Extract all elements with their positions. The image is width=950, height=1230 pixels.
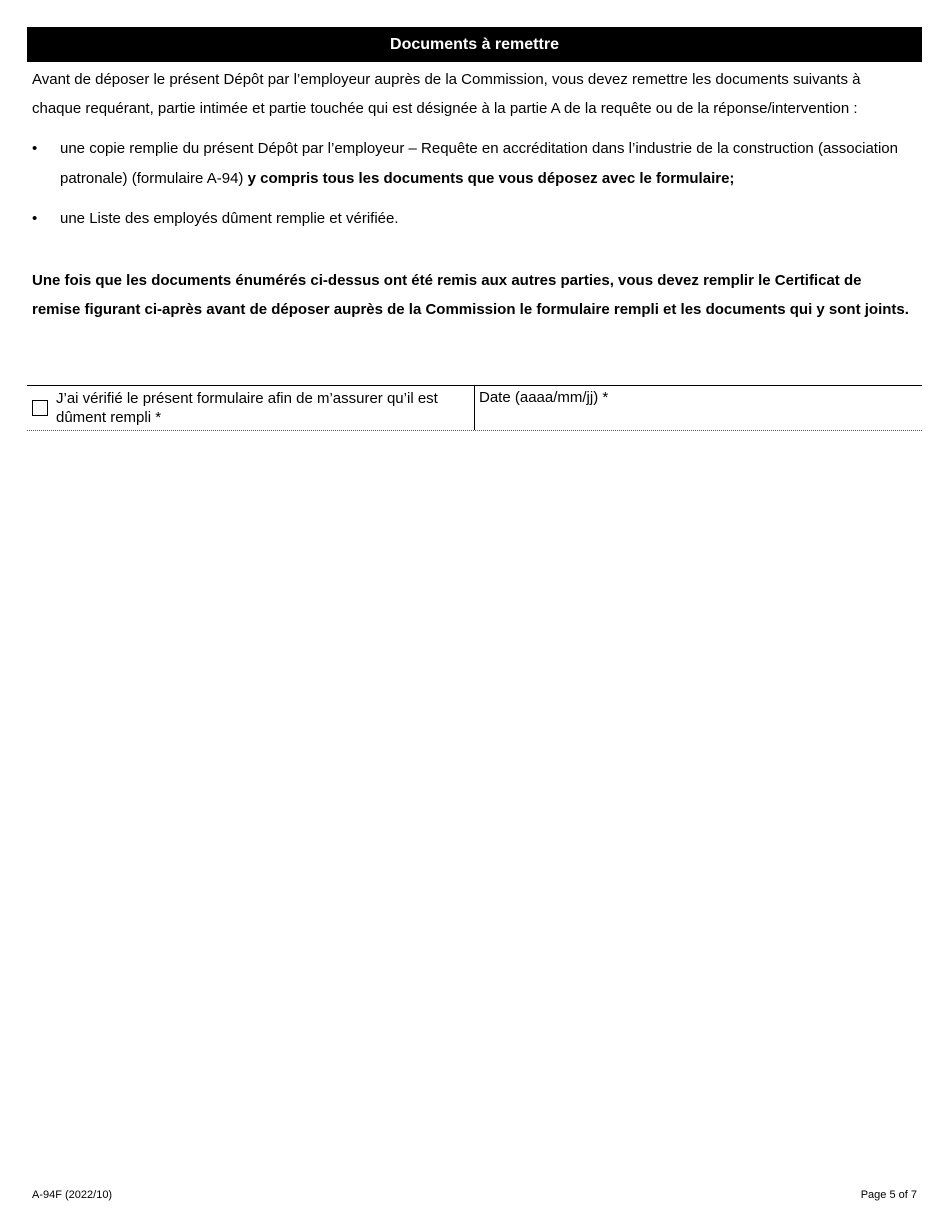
verification-cell — [27, 386, 475, 430]
section-header — [27, 27, 922, 62]
list-item — [32, 204, 912, 234]
verification-checkbox[interactable] — [32, 400, 48, 416]
page-number: Page 5 of 7 — [860, 1189, 917, 1201]
verification-label: J’ai vérifié le présent formulaire afin de m’assurer qu’il est dûment rempli * — [56, 390, 438, 426]
list-item-plain-text: une copie remplie du présent Dépôt par l’employeur – Requête en accréditation dans l’industrie de la construction (association patronale) (formulaire A-94) — [60, 140, 898, 187]
list-item-bold-text: y compris tous les documents que vous déposez avec le formulaire; — [247, 170, 735, 187]
notice-paragraph: Une fois que les documents énumérés ci-dessus ont été remis aux autres parties, vous devez remplir le Certificat de remise figurant ci-après avant de déposer auprès de la Commission le formulaire rempli et les documents qui y sont joints. — [32, 272, 909, 318]
list-item-text — [60, 134, 912, 194]
section-title: Documents à remettre — [390, 35, 559, 53]
list-item-text: une Liste des employés dûment remplie et vérifiée. — [60, 210, 399, 227]
list-item — [32, 134, 912, 194]
certificate-row — [27, 385, 922, 431]
date-field[interactable] — [475, 386, 922, 430]
intro-paragraph: Avant de déposer le présent Dépôt par l’employeur auprès de la Commission, vous devez remettre les documents suivants à chaque requérant, partie intimée et partie touchée qui est désignée à la partie A de la requête ou de la réponse/intervention : — [32, 71, 861, 117]
bullet-icon: • — [32, 140, 38, 157]
form-code: A-94F (2022/10) — [32, 1189, 113, 1201]
date-label: Date (aaaa/mm/jj) * — [479, 389, 609, 406]
bullet-icon: • — [32, 210, 38, 227]
